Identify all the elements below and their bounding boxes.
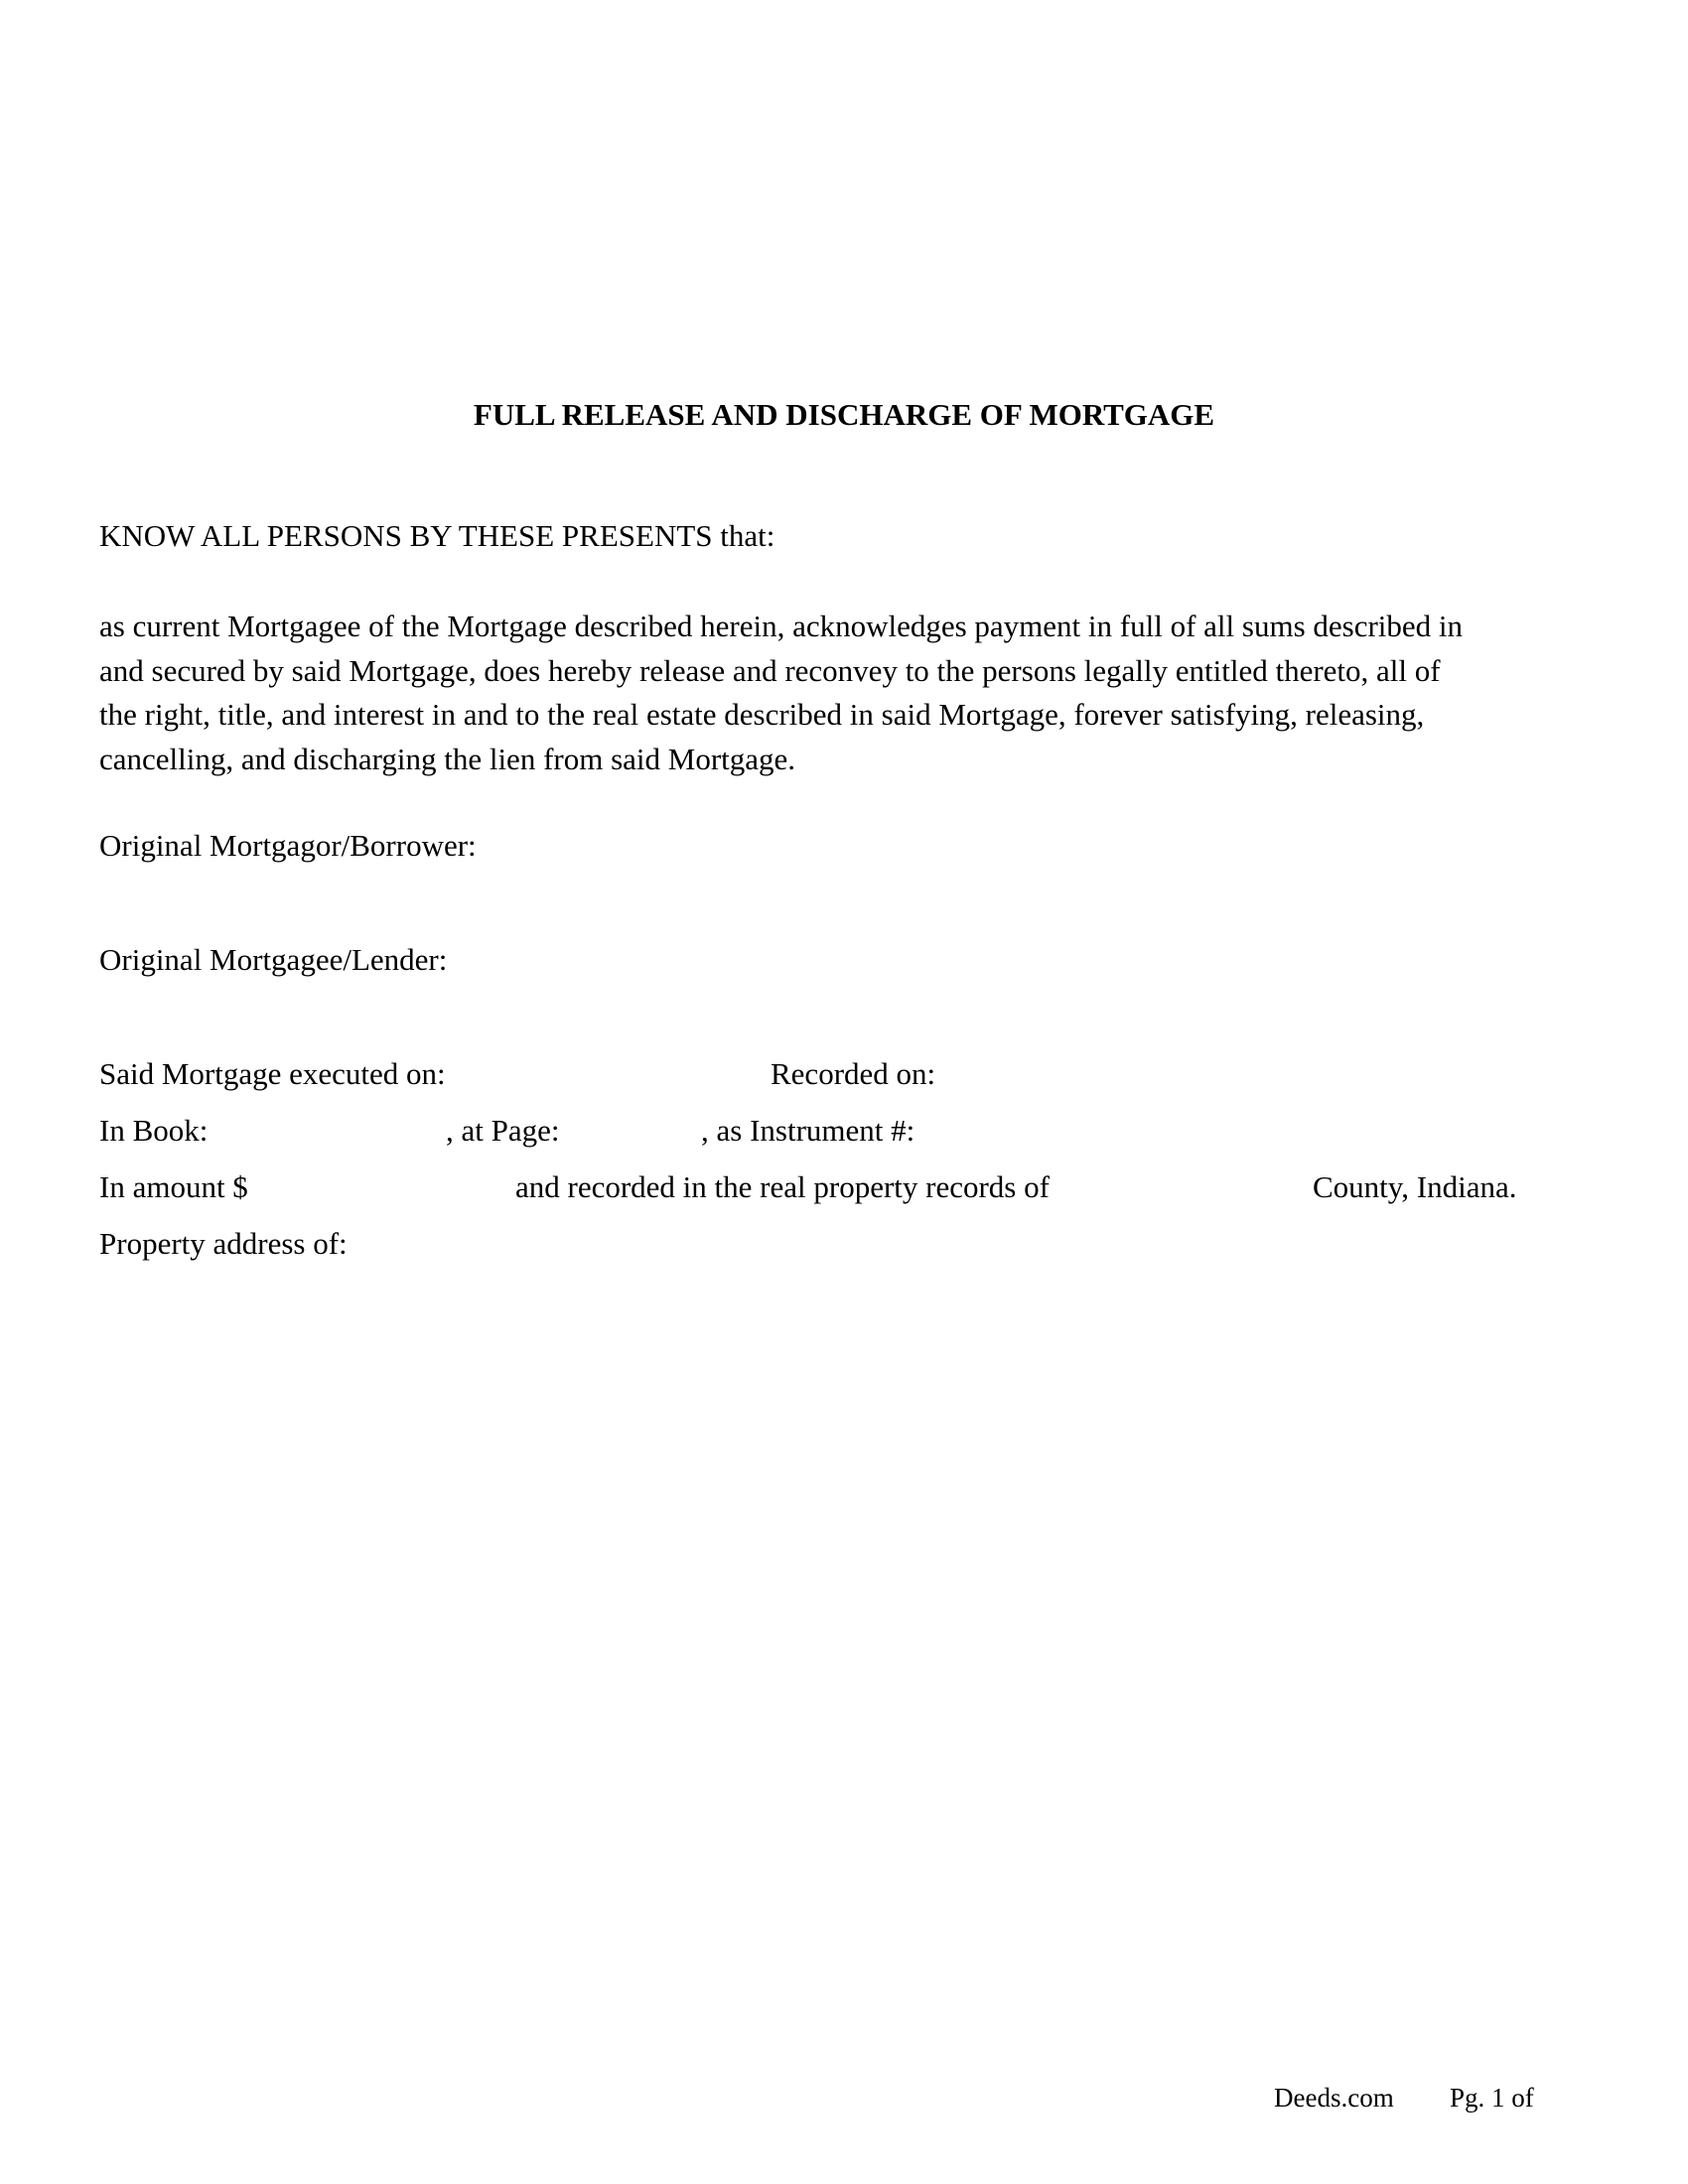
body-paragraph [99, 605, 1609, 781]
body-line: cancelling, and discharging the lien from said Mortgage. [99, 741, 796, 776]
footer-site: Deeds.com [1274, 2083, 1394, 2113]
address-label: Property address of: [99, 1226, 348, 1261]
body-line: as current Mortgagee of the Mortgage described herein, acknowledges payment in full of all sums described in [99, 609, 1464, 643]
preamble-text: KNOW ALL PERSONS BY THESE PRESENTS that: [99, 518, 775, 553]
footer-page-info: Pg. 1 of [1450, 2083, 1534, 2113]
mortgagor-label: Original Mortgagor/Borrower: [99, 828, 477, 863]
body-line: and secured by said Mortgage, does hereby release and reconvey to the persons legally entitled thereto, all of [99, 652, 1441, 688]
records-label: and recorded in the real property records of [515, 1169, 1050, 1204]
county-label: County, Indiana. [1313, 1169, 1517, 1204]
executed-label: Said Mortgage executed on: [99, 1056, 446, 1091]
page-label: , at Page: [446, 1113, 560, 1148]
book-label: In Book: [99, 1113, 209, 1148]
body-line: the right, title, and interest in and to the real estate described in said Mortgage, forever satisfying, releasing, [99, 697, 1425, 732]
instrument-label: , as Instrument #: [701, 1113, 915, 1148]
document-title: FULL RELEASE AND DISCHARGE OF MORTGAGE [473, 397, 1215, 432]
mortgagee-label: Original Mortgagee/Lender: [99, 942, 448, 977]
amount-label: In amount $ [99, 1169, 248, 1204]
recorded-label: Recorded on: [771, 1056, 936, 1091]
